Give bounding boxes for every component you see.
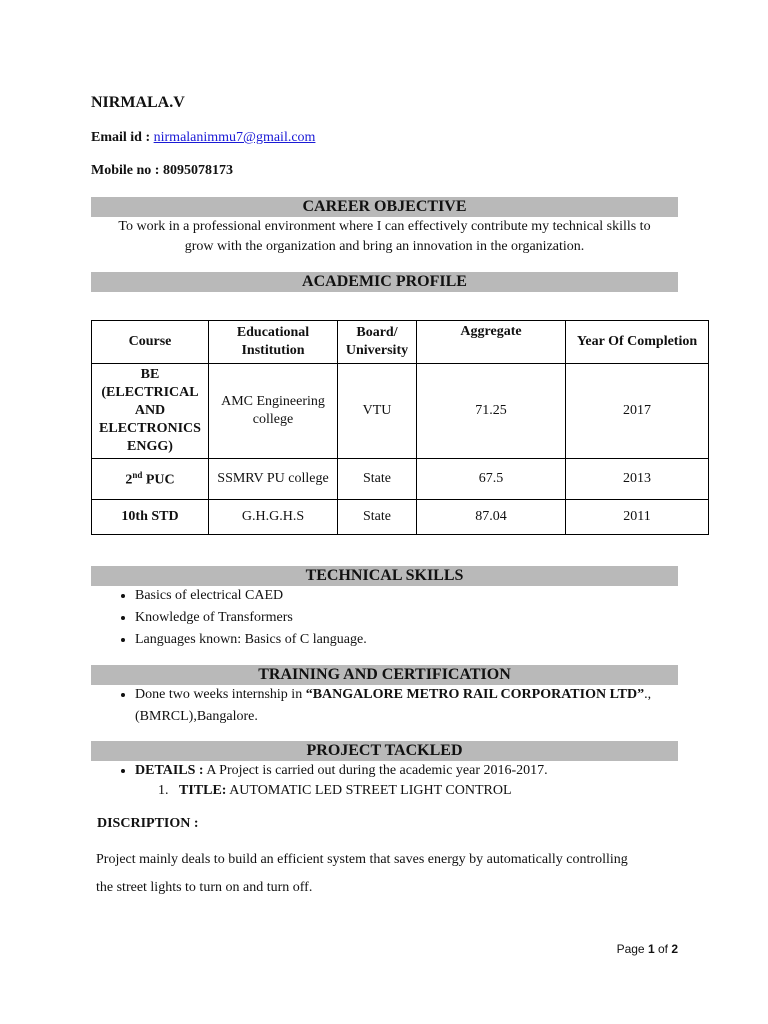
cell-year: 2011 — [566, 500, 709, 535]
list-item: • Basics of electrical CAED — [135, 585, 367, 607]
list-item — [135, 761, 548, 781]
col-course: Course — [92, 321, 209, 364]
project-heading: PROJECT TACKLED — [91, 741, 678, 761]
list-item: • Knowledge of Transformers — [135, 607, 367, 629]
career-objective-line2: grow with the organization and bring an innovation in the organization. — [184, 239, 585, 254]
internship-company: “BANGALORE METRO RAIL CORPORATION LTD” — [305, 687, 645, 702]
technical-skills-list — [91, 585, 367, 651]
email-label: Email id : — [91, 130, 154, 145]
cell-course: BE (ELECTRICAL AND ELECTRONICS ENGG) — [92, 364, 209, 459]
training-heading: TRAINING AND CERTIFICATION — [91, 665, 678, 685]
cell-board: State — [338, 459, 417, 500]
discription-line1: Project mainly deals to build an efficient system that saves energy by automatically controlling — [96, 852, 628, 867]
cell-institution: AMC Engineering college — [209, 364, 338, 459]
col-board: Board/ University — [338, 321, 417, 364]
page-number: Page 1 of 2 — [616, 942, 678, 956]
training-list — [91, 684, 665, 728]
cell-board: VTU — [338, 364, 417, 459]
cell-year: 2017 — [566, 364, 709, 459]
title-text: AUTOMATIC LED STREET LIGHT CONTROL — [226, 783, 512, 798]
discription-line2: the street lights to turn on and turn off. — [96, 880, 313, 895]
career-objective-heading: CAREER OBJECTIVE — [91, 197, 678, 217]
col-aggregate: Aggregate — [417, 321, 566, 364]
academic-profile-heading: ACADEMIC PROFILE — [91, 272, 678, 292]
cell-aggregate: 87.04 — [417, 500, 566, 535]
list-item: • Done two weeks internship in “BANGALORE METRO RAIL CORPORATION LTD”.,(BMRCL),Bangalore. — [135, 684, 665, 728]
list-item: • Languages known: Basics of C language. — [135, 629, 367, 651]
technical-skills-heading: TECHNICAL SKILLS — [91, 566, 678, 586]
email-link[interactable]: nirmalanimmu7@gmail.com — [153, 130, 316, 145]
table-row — [92, 364, 709, 459]
academic-table — [91, 320, 709, 535]
details-text: A Project is carried out during the academic year 2016-2017. — [203, 763, 548, 778]
details-label: DETAILS : — [135, 763, 204, 778]
career-objective-line1: To work in a professional environment where I can effectively contribute my technical skills to — [118, 219, 651, 234]
cell-aggregate: 71.25 — [417, 364, 566, 459]
title-number: 1. — [158, 783, 169, 798]
cell-aggregate: 67.5 — [417, 459, 566, 500]
discription-label: DISCRIPTION : — [97, 816, 199, 831]
mobile-label: Mobile no : — [91, 163, 163, 178]
cell-institution: SSMRV PU college — [209, 459, 338, 500]
discription-text — [96, 846, 628, 902]
mobile-value: 8095078173 — [162, 163, 233, 178]
mobile-line — [91, 163, 233, 179]
col-institution: Educational Institution — [209, 321, 338, 364]
cell-institution: G.H.G.H.S — [209, 500, 338, 535]
cell-course: 10th STD — [92, 500, 209, 535]
cell-course: 2nd PUC — [92, 459, 209, 500]
cell-board: State — [338, 500, 417, 535]
col-year: Year Of Completion — [566, 321, 709, 364]
email-line — [91, 130, 315, 146]
table-row — [92, 459, 709, 500]
table-row — [92, 500, 709, 535]
candidate-name: NIRMALA.V — [91, 94, 185, 111]
career-objective-text — [91, 217, 678, 257]
table-header-row — [92, 321, 709, 364]
project-list — [91, 761, 548, 781]
project-title-line — [158, 781, 512, 801]
title-label: TITLE: — [179, 783, 227, 798]
cell-year: 2013 — [566, 459, 709, 500]
